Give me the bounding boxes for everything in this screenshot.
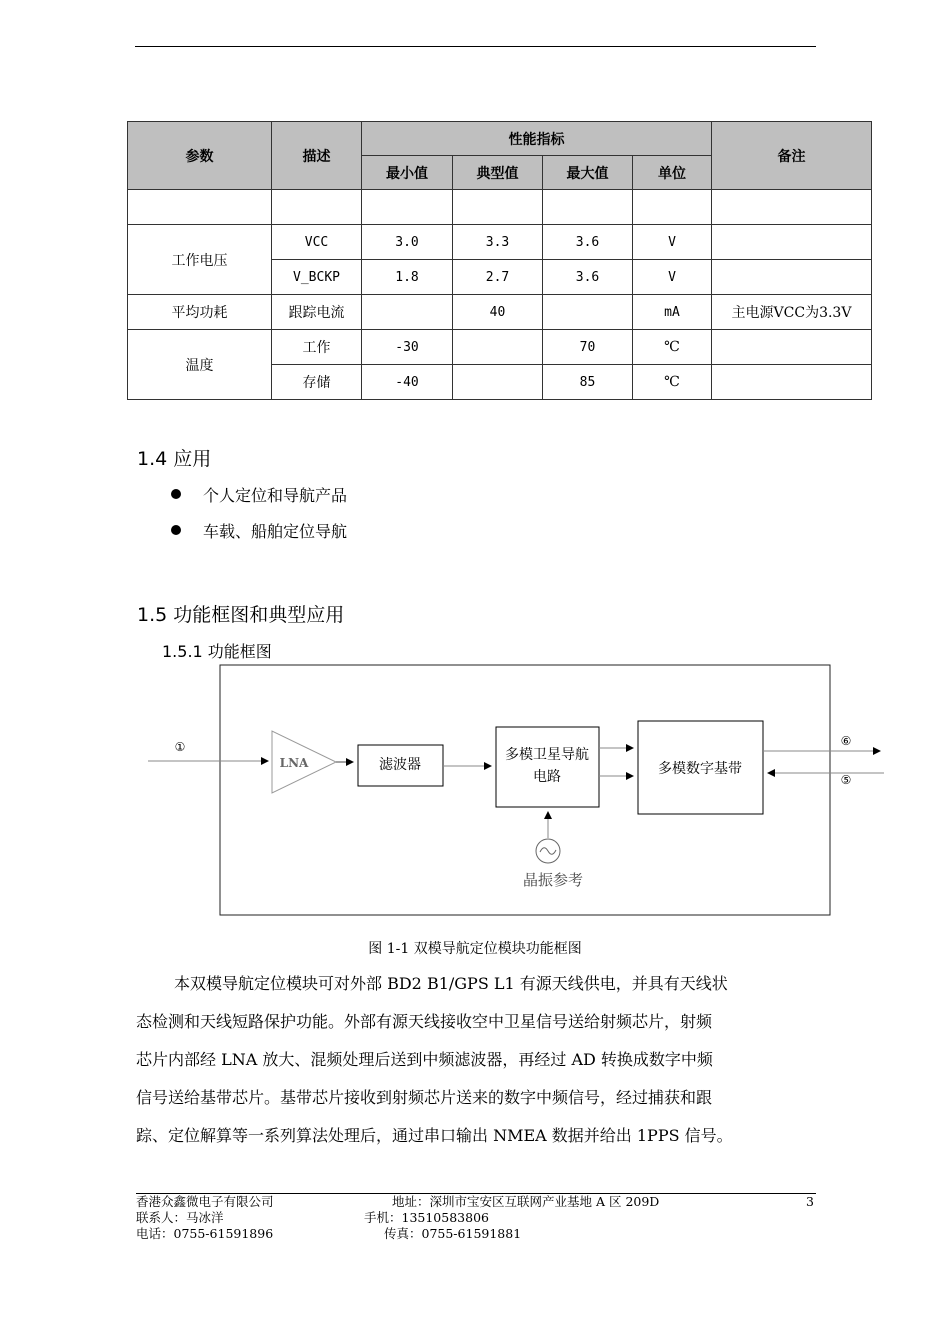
th-desc: 描述 bbox=[272, 122, 362, 190]
footer-phone: 电话：0755-61591896 bbox=[136, 1226, 274, 1241]
paragraph-line: 本双模导航定位模块可对外部 BD2 B1/GPS L1 有源天线供电，并具有天线状 bbox=[174, 974, 728, 993]
paragraph-line: 信号送给基带芯片。基带芯片接收到射频芯片送来的数字中频信号，经过捕获和跟 bbox=[136, 1088, 713, 1107]
lna-label: LNA bbox=[279, 756, 309, 770]
rf-block bbox=[496, 727, 599, 807]
output-5-label: ⑤ bbox=[840, 773, 852, 787]
cell: 70 bbox=[543, 330, 633, 365]
cell-voltage-label: 工作电压 bbox=[128, 225, 272, 295]
cell: -40 bbox=[362, 365, 453, 400]
paragraph-line: 态检测和天线短路保护功能。外部有源天线接收空中卫星信号送给射频芯片，射频 bbox=[136, 1012, 713, 1031]
list-item-text: 个人定位和导航产品 bbox=[203, 486, 348, 505]
cell: 40 bbox=[453, 295, 543, 330]
cell: ℃ bbox=[633, 330, 712, 365]
th-max: 最大值 bbox=[543, 156, 633, 190]
cell: 工作 bbox=[272, 330, 362, 365]
cell: 3.6 bbox=[543, 225, 633, 260]
baseband-label: 多模数字基带 bbox=[658, 761, 742, 777]
cell: 跟踪电流 bbox=[272, 295, 362, 330]
section-title-1-4: 1.4 应用 bbox=[137, 448, 212, 470]
cell: 1.8 bbox=[362, 260, 453, 295]
rf-label-line1: 多模卫星导航 bbox=[505, 747, 589, 763]
th-perf: 性能指标 bbox=[362, 122, 712, 156]
cell: 主电源VCC为3.3V bbox=[712, 295, 872, 330]
input-label: ① bbox=[174, 740, 186, 754]
subsection-title-1-5-1: 1.5.1 功能框图 bbox=[162, 642, 272, 661]
figure-caption: 图 1-1 双模导航定位模块功能框图 bbox=[368, 941, 582, 957]
cell: ℃ bbox=[633, 365, 712, 400]
cell: 3.0 bbox=[362, 225, 453, 260]
list-item-text: 车载、船舶定位导航 bbox=[203, 522, 348, 541]
paragraph-line: 踪、定位解算等一系列算法处理后，通过串口输出 NMEA 数据并给出 1PPS 信号。 bbox=[136, 1126, 733, 1145]
footer-contact: 联系人：马冰洋 bbox=[136, 1210, 224, 1225]
cell: V bbox=[633, 225, 712, 260]
cell: 85 bbox=[543, 365, 633, 400]
cell-temp-label: 温度 bbox=[128, 330, 272, 400]
rf-label-line2: 电路 bbox=[533, 769, 561, 785]
paragraph-line: 芯片内部经 LNA 放大、混频处理后送到中频滤波器，再经过 AD 转换成数字中频 bbox=[136, 1050, 713, 1069]
body-paragraph bbox=[136, 965, 818, 1155]
page-number: 3 bbox=[806, 1194, 814, 1209]
cell: -30 bbox=[362, 330, 453, 365]
cell: V_BCKP bbox=[272, 260, 362, 295]
cell: V bbox=[633, 260, 712, 295]
cell: VCC bbox=[272, 225, 362, 260]
footer-fax: 传真：0755-61591881 bbox=[384, 1226, 522, 1241]
cell: 存储 bbox=[272, 365, 362, 400]
cell: mA bbox=[633, 295, 712, 330]
cell: 3.3 bbox=[453, 225, 543, 260]
th-param: 参数 bbox=[128, 122, 272, 190]
cell: 平均功耗 bbox=[128, 295, 272, 330]
cell: 2.7 bbox=[453, 260, 543, 295]
output-6-label: ⑥ bbox=[840, 734, 852, 748]
sine-wave-icon bbox=[540, 848, 556, 855]
footer-mobile: 手机：13510583806 bbox=[364, 1210, 489, 1225]
cell: 3.6 bbox=[543, 260, 633, 295]
footer-address: 地址：深圳市宝安区互联网产业基地 A 区 209D bbox=[392, 1194, 660, 1209]
osc-label: 晶振参考 bbox=[522, 871, 584, 889]
filter-label: 滤波器 bbox=[379, 757, 421, 773]
section-title-1-5: 1.5 功能框图和典型应用 bbox=[137, 604, 345, 626]
th-note: 备注 bbox=[712, 122, 872, 190]
th-min: 最小值 bbox=[362, 156, 453, 190]
th-unit: 单位 bbox=[633, 156, 712, 190]
page-footer bbox=[136, 1193, 816, 1242]
footer-company: 香港众鑫微电子有限公司 bbox=[136, 1194, 274, 1209]
th-typ: 典型值 bbox=[453, 156, 543, 190]
